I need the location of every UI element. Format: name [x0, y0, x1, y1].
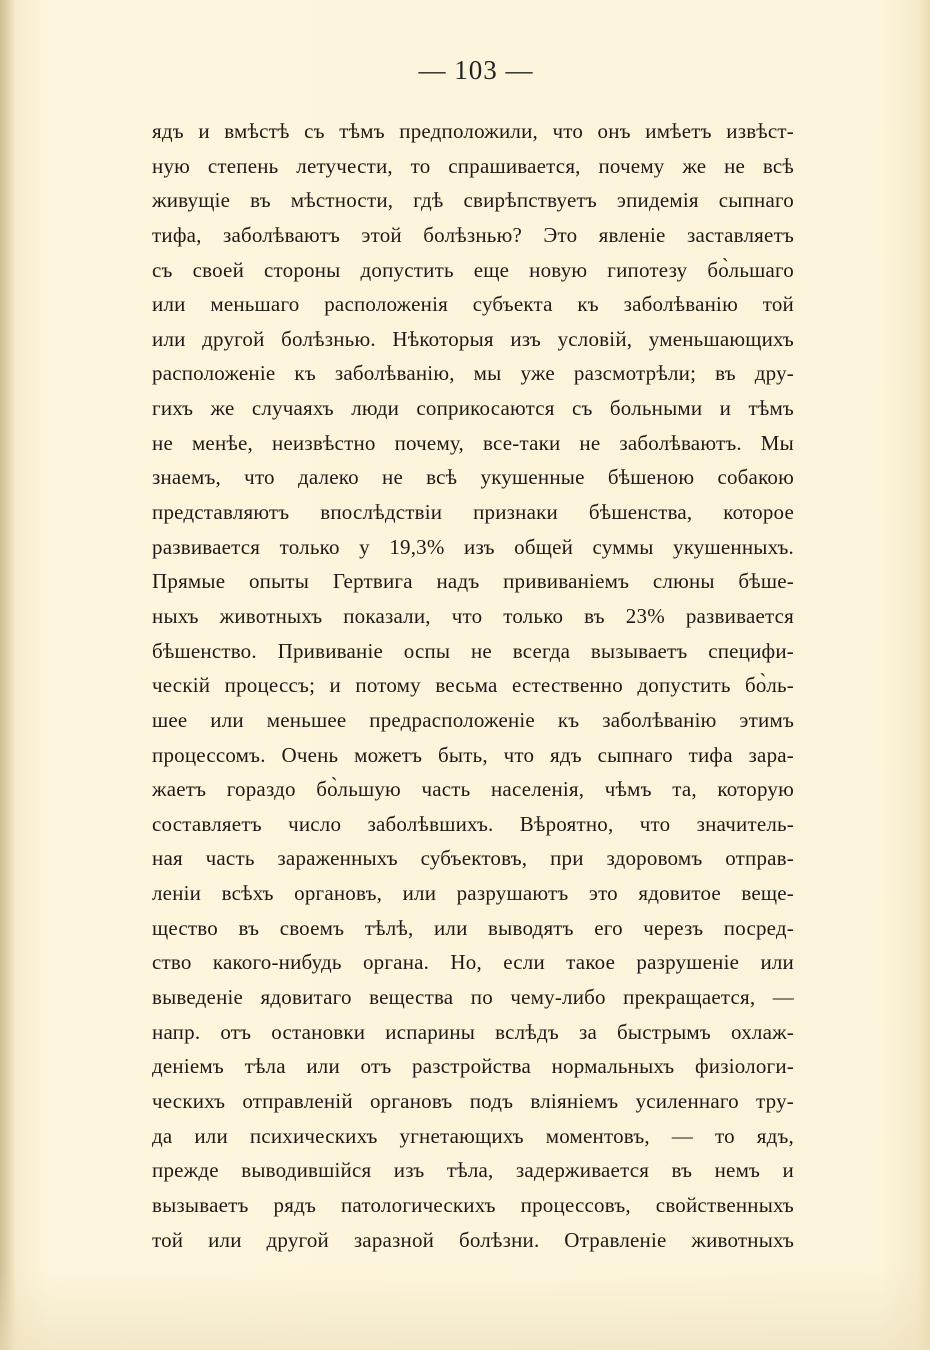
text-line: или меньшаго расположенія субъекта къ заболѣванію той: [152, 292, 794, 317]
text-line: вызываетъ рядъ патологическихъ процессовъ, свойственныхъ: [152, 1192, 794, 1217]
text-line: ядъ и вмѣстѣ съ тѣмъ предположили, что онъ имѣетъ извѣст-: [152, 119, 794, 143]
text-line: ную степень летучести, то спрашивается, почему же не всѣ: [152, 153, 794, 178]
text-line: развивается только у 19,3% изъ общей суммы укушенныхъ.: [152, 534, 794, 559]
text-line: или другой болѣзнью. Нѣкоторыя изъ условій, уменьшающихъ: [152, 326, 794, 351]
page-bottom-shading: [0, 1270, 930, 1350]
text-line: леніи всѣхъ органовъ, или разрушаютъ это ядовитое веще-: [152, 881, 794, 906]
text-line: Прямые опыты Гертвига надъ прививаніемъ слюны бѣше-: [152, 569, 794, 594]
page-number: — 103 —: [418, 55, 534, 85]
text-line: процессомъ. Очень можетъ быть, что ядъ сыпнаго тифа зара-: [152, 742, 794, 767]
body-text: [152, 114, 794, 1257]
text-line: ныхъ животныхъ показали, что только въ 23% развивается: [152, 603, 794, 628]
text-line: расположеніе къ заболѣванію, мы уже разсмотрѣли; въ дру-: [152, 361, 794, 386]
text-line: ство какого-нибудь органа. Но, если такое разрушеніе или: [152, 950, 794, 975]
text-line: шее или меньшее предрасположеніе къ заболѣванію этимъ: [152, 707, 794, 732]
text-line: живущіе въ мѣстности, гдѣ свирѣпствуетъ эпидемія сыпнаго: [152, 188, 794, 213]
text-line: съ своей стороны допустить еще новую гипотезу бо̀льшаго: [152, 257, 794, 282]
text-line: той или другой заразной болѣзни. Отравленіе животныхъ: [152, 1227, 794, 1252]
text-line: щество въ своемъ тѣлѣ, или выводятъ его черезъ посред-: [152, 915, 794, 940]
text-line: ческихъ отправленій органовъ подъ вліяніемъ усиленнаго тру-: [152, 1088, 794, 1113]
text-line: прежде выводившійся изъ тѣла, задерживается въ немъ и: [152, 1158, 794, 1183]
text-line: жаетъ гораздо бо̀льшую часть населенія, чѣмъ та, которую: [152, 777, 794, 802]
text-line: да или психическихъ угнетающихъ моментовъ, — то ядъ,: [152, 1123, 794, 1148]
text-line: составляетъ число заболѣвшихъ. Вѣроятно, что значитель-: [152, 811, 794, 836]
text-line: деніемъ тѣла или отъ разстройства нормальныхъ физіологи-: [152, 1054, 794, 1079]
text-line: ческій процессъ; и потому весьма естественно допустить бо̀ль-: [152, 673, 794, 698]
text-line: тифа, заболѣваютъ этой болѣзнью? Это явленіе заставляетъ: [152, 222, 794, 247]
text-line: не менѣе, неизвѣстно почему, все-таки не заболѣваютъ. Мы: [152, 430, 794, 455]
text-line: ная часть зараженныхъ субъектовъ, при здоровомъ отправ-: [152, 846, 794, 871]
page-gutter-shadow: [0, 0, 16, 1350]
text-line: бѣшенство. Прививаніе оспы не всегда вызываетъ специфи-: [152, 638, 794, 663]
text-line: напр. отъ остановки испарины вслѣдъ за быстрымъ охлаж-: [152, 1019, 794, 1044]
text-line: представляютъ впослѣдствіи признаки бѣшенства, которое: [152, 500, 794, 525]
text-line: выведеніе ядовитаго вещества по чему-либо прекращается, —: [152, 985, 794, 1010]
text-line: знаемъ, что далеко не всѣ укушенные бѣшеною собакою: [152, 465, 794, 490]
text-line: гихъ же случаяхъ люди соприкосаются съ больными и тѣмъ: [152, 396, 794, 421]
